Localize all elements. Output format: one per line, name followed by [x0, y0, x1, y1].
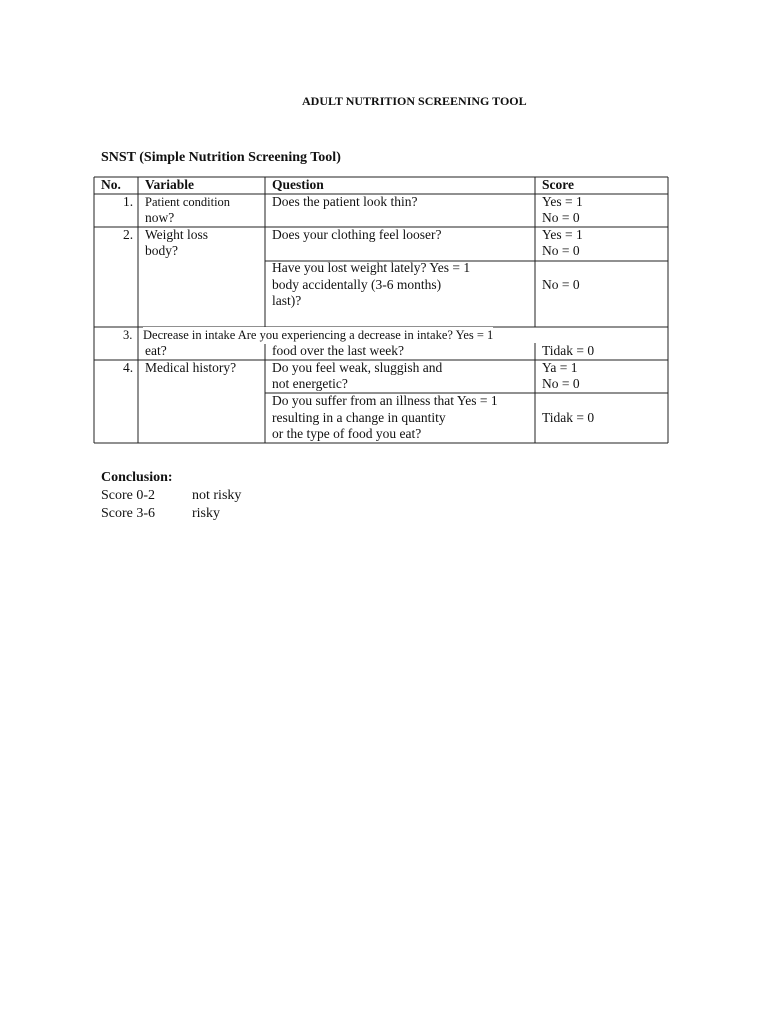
conclusion-row: [101, 487, 242, 505]
row-3-overflow-line: Decrease in intake Are you experiencing a decrease in intake? Yes = 1: [143, 328, 494, 342]
row-4-score-line-2: No = 0: [542, 376, 580, 391]
row-2-subscore: No = 0: [542, 277, 580, 292]
row-2-subquestion-line-2: body accidentally (3-6 months): [272, 277, 442, 292]
document-title: ADULT NUTRITION SCREENING TOOL: [302, 94, 527, 108]
row-3-question: food over the last week?: [272, 343, 404, 358]
row-4-variable: Medical history?: [145, 360, 237, 375]
row-2-question: Does your clothing feel looser?: [272, 227, 442, 242]
row-2-subquestion-line-3: last)?: [272, 293, 302, 308]
table-caption: SNST (Simple Nutrition Screening Tool): [101, 150, 341, 165]
row-3-variable: eat?: [145, 343, 167, 358]
row-4-question-line-2: not energetic?: [272, 376, 348, 391]
row-2-score-line-2: No = 0: [542, 243, 580, 258]
risk-result: risky: [192, 506, 220, 521]
row-1-variable-line-2: now?: [145, 210, 175, 225]
risk-result: not risky: [192, 488, 242, 503]
row-2-number: 2.: [123, 227, 134, 242]
row-4-subscore: Tidak = 0: [542, 410, 595, 425]
header-score: Score: [542, 177, 574, 192]
row-2-score-line-1: Yes = 1: [542, 227, 583, 242]
header-question: Question: [272, 177, 324, 192]
row-4-subquestion-line-2: resulting in a change in quantity: [272, 410, 446, 425]
row-4-subquestion-line-3: or the type of food you eat?: [272, 426, 422, 441]
row-1-score-line-2: No = 0: [542, 210, 580, 225]
row-2-variable-line-1: Weight loss: [145, 227, 209, 242]
score-range: Score 0-2: [101, 488, 156, 503]
row-2-subquestion-line-1: Have you lost weight lately? Yes = 1: [272, 260, 471, 275]
row-1-number: 1.: [123, 194, 134, 209]
row-4-question-line-1: Do you feel weak, sluggish and: [272, 360, 443, 375]
conclusion-heading: Conclusion:: [101, 470, 173, 485]
row-4-score-line-1: Ya = 1: [542, 360, 578, 375]
header-variable: Variable: [145, 177, 195, 192]
row-3-score: Tidak = 0: [542, 343, 595, 358]
row-1-score-line-1: Yes = 1: [542, 194, 583, 209]
header-no: No.: [101, 177, 121, 192]
conclusion-section: [101, 469, 242, 523]
row-4-subquestion-line-1: Do you suffer from an illness that Yes = 1: [272, 393, 498, 408]
row-1-question: Does the patient look thin?: [272, 194, 418, 209]
row-1-variable-line-1: Patient condition: [145, 195, 231, 209]
row-2-variable-line-2: body?: [145, 243, 178, 258]
conclusion-row: [101, 505, 220, 523]
row-3-number: 3.: [123, 328, 133, 342]
score-range: Score 3-6: [101, 506, 156, 521]
row-4-number: 4.: [123, 360, 134, 375]
